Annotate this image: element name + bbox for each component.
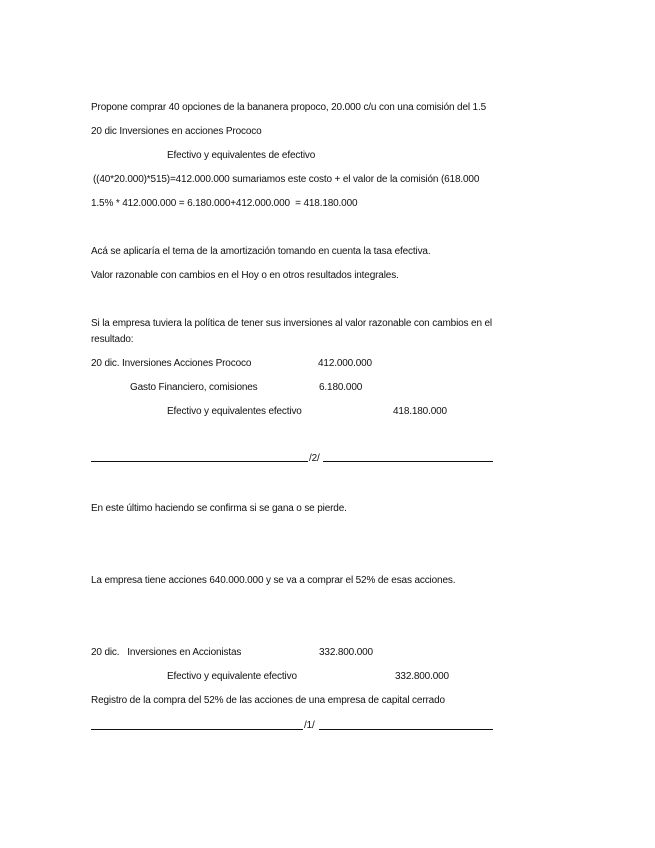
journal2-row1-label: 20 dic. Inversiones en Accionistas	[91, 647, 242, 658]
entry-header-text: 20 dic Inversiones en acciones Prococo	[91, 126, 262, 137]
journal2-row2-label: Efectivo y equivalente efectivo	[167, 671, 297, 682]
proposal-text: Propone comprar 40 opciones de la bananera propoco, 20.000 c/u con una comisión del 1.5	[91, 102, 487, 113]
commission-calculation: 1.5% * 412.000.000 = 6.180.000+412.000.000 = 418.180.000	[91, 198, 358, 209]
journal2-row2-credit: 332.800.000	[395, 671, 449, 682]
amortization-note: Acá se aplicaría el tema de la amortización tomando en cuenta la tasa efectiva.	[91, 246, 431, 257]
shares-text: La empresa tiene acciones 640.000.000 y se va a comprar el 52% de esas acciones.	[91, 575, 456, 586]
calculation-text: ((40*20.000)*515)=412.000.000 sumariamos este costo + el valor de la comisión (618.000	[93, 174, 480, 185]
separator1-label: /2/	[309, 453, 320, 464]
journal1-row2-debit: 6.180.000	[319, 382, 363, 393]
journal1-row3-credit: 418.180.000	[393, 406, 447, 417]
policy-text-continued: resultado:	[91, 334, 134, 345]
separator2-rule-left	[91, 729, 303, 730]
journal1-row1-debit: 412.000.000	[318, 358, 372, 369]
separator1-rule-left	[91, 461, 308, 462]
policy-text: Si la empresa tuviera la política de tener sus inversiones al valor razonable con cambios en el	[91, 318, 492, 329]
journal1-row3-label: Efectivo y equivalentes efectivo	[167, 406, 302, 417]
journal2-row1-debit: 332.800.000	[319, 647, 373, 658]
journal1-row2-label: Gasto Financiero, comisiones	[130, 382, 258, 393]
entry-credit-account: Efectivo y equivalentes de efectivo	[167, 150, 316, 161]
purchase-record-text: Registro de la compra del 52% de las acciones de una empresa de capital cerrado	[91, 695, 445, 706]
separator2-rule-right	[319, 729, 493, 730]
confirmation-text: En este último haciendo se confirma si se gana o se pierde.	[91, 503, 347, 514]
separator2-label: /1/	[304, 720, 315, 731]
separator1-rule-right	[323, 461, 493, 462]
journal1-row1-label: 20 dic. Inversiones Acciones Prococo	[91, 358, 252, 369]
fair-value-note: Valor razonable con cambios en el Hoy o en otros resultados integrales.	[91, 270, 399, 281]
